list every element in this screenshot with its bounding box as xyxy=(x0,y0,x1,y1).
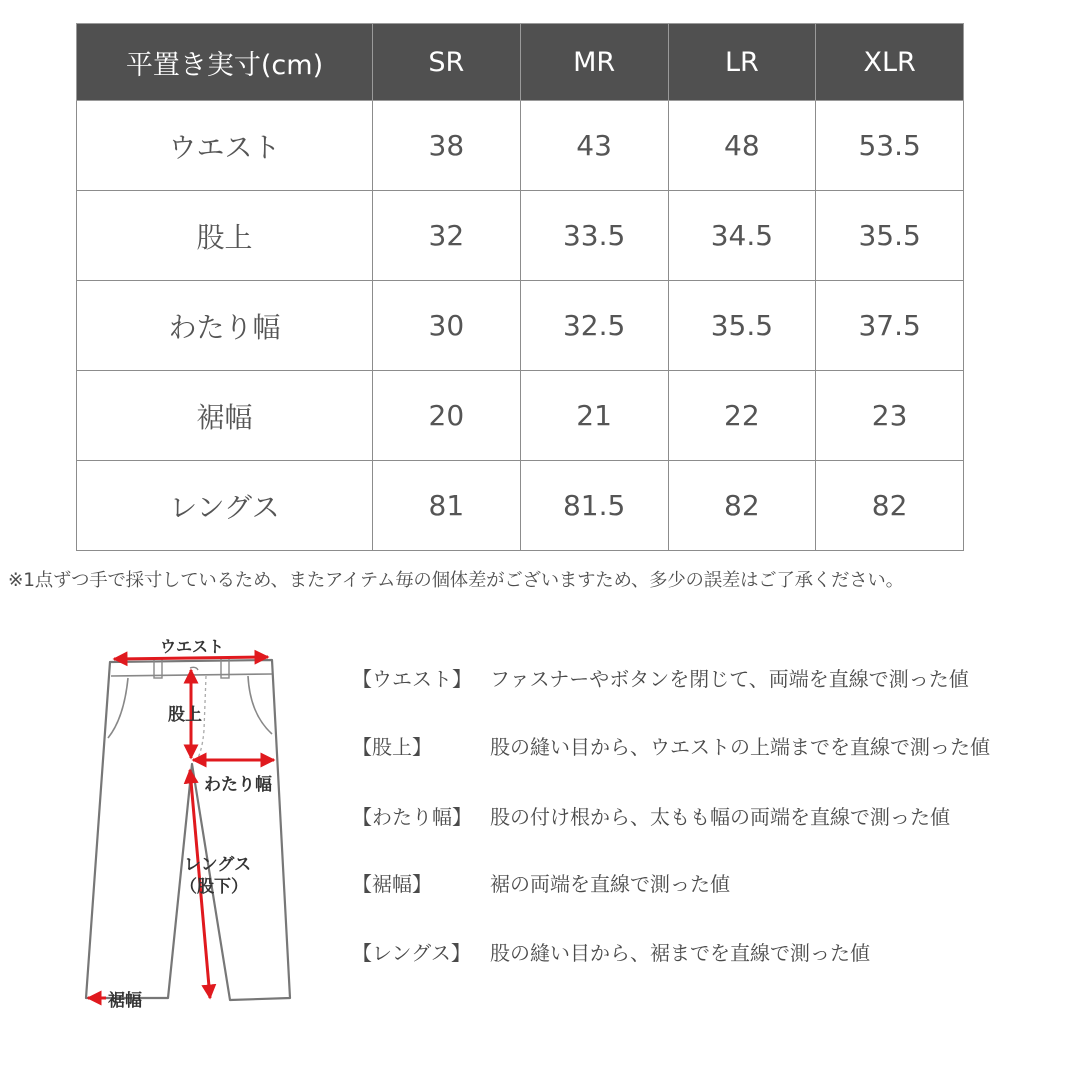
button-icon xyxy=(190,667,198,670)
row-label: わたり幅 xyxy=(77,281,373,371)
header-cell: MR xyxy=(520,24,668,101)
definition-term: 【股上】 xyxy=(352,735,432,759)
definition-term: 【裾幅】 xyxy=(352,872,432,896)
table-cell: 20 xyxy=(373,371,521,461)
table-header-row xyxy=(77,24,964,101)
waist-arrow xyxy=(114,657,268,659)
size-table xyxy=(76,23,964,551)
pocket-right xyxy=(248,676,272,734)
table-cell: 43 xyxy=(520,101,668,191)
table-row xyxy=(77,371,964,461)
table-row xyxy=(77,281,964,371)
row-label: 裾幅 xyxy=(77,371,373,461)
definition-desc: 股の縫い目から、ウエストの上端までを直線で測った値 xyxy=(490,735,990,759)
table-row xyxy=(77,101,964,191)
pants-diagram xyxy=(80,630,310,1020)
label-rise: 股上 xyxy=(168,705,202,725)
table-cell: 81 xyxy=(373,461,521,551)
table-cell: 22 xyxy=(668,371,816,461)
label-length: レングス xyxy=(184,855,252,875)
table-cell: 33.5 xyxy=(520,191,668,281)
measurement-note: ※1点ずつ手で採寸しているため、またアイテム毎の個体差がございますため、多少の誤差はご了承ください。 xyxy=(8,570,904,591)
label-thigh: わたり幅 xyxy=(204,775,272,795)
definition-desc: 股の縫い目から、裾までを直線で測った値 xyxy=(490,941,870,965)
table-cell: 48 xyxy=(668,101,816,191)
table-cell: 23 xyxy=(816,371,964,461)
table-cell: 38 xyxy=(373,101,521,191)
table-cell: 37.5 xyxy=(816,281,964,371)
pocket-left xyxy=(108,678,128,738)
table-cell: 35.5 xyxy=(668,281,816,371)
definition-term: 【ウエスト】 xyxy=(352,667,472,691)
table-cell: 21 xyxy=(520,371,668,461)
table-cell: 30 xyxy=(373,281,521,371)
table-cell: 32.5 xyxy=(520,281,668,371)
header-cell: XLR xyxy=(816,24,964,101)
label-waist: ウエスト xyxy=(160,637,225,656)
definition-term: 【わたり幅】 xyxy=(352,805,472,829)
header-cell: LR xyxy=(668,24,816,101)
table-cell: 53.5 xyxy=(816,101,964,191)
label-hem: 裾幅 xyxy=(108,991,142,1011)
table-row xyxy=(77,191,964,281)
table-cell: 81.5 xyxy=(520,461,668,551)
definition-desc: 股の付け根から、太もも幅の両端を直線で測った値 xyxy=(490,805,950,829)
row-label: レングス xyxy=(77,461,373,551)
table-cell: 82 xyxy=(668,461,816,551)
row-label: ウエスト xyxy=(77,101,373,191)
definition-term: 【レングス】 xyxy=(352,941,471,965)
table-cell: 34.5 xyxy=(668,191,816,281)
definition-desc: ファスナーやボタンを閉じて、両端を直線で測った値 xyxy=(490,667,969,691)
definition-desc: 裾の両端を直線で測った値 xyxy=(490,872,730,896)
header-cell: SR xyxy=(373,24,521,101)
row-label: 股上 xyxy=(77,191,373,281)
table-row xyxy=(77,461,964,551)
header-cell: 平置き実寸(cm) xyxy=(77,24,373,101)
table-cell: 32 xyxy=(373,191,521,281)
table-cell: 35.5 xyxy=(816,191,964,281)
table-cell: 82 xyxy=(816,461,964,551)
label-length-sub: （股下） xyxy=(180,877,248,897)
